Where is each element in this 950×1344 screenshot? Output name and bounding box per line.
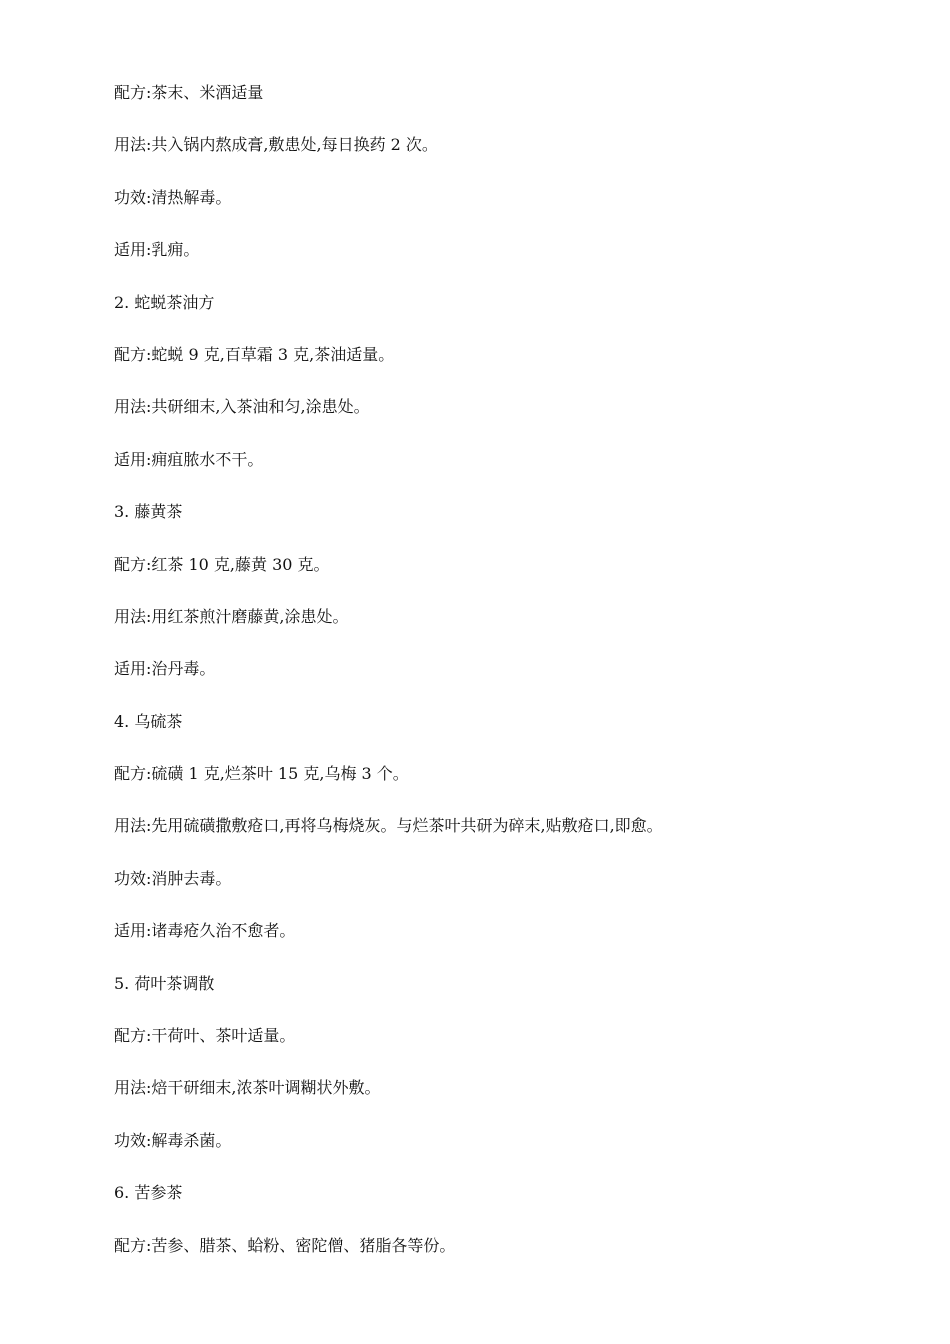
recipe-2-indication: 适用:痈疽脓水不干。 (114, 449, 264, 469)
recipe-5-formula: 配方:干荷叶、茶叶适量。 (114, 1026, 296, 1046)
recipe-2-title: 2. 蛇蜕茶油方 (114, 292, 215, 312)
recipe-1-formula: 配方:茶末、米酒适量 (114, 83, 264, 102)
recipe-5-title: 5. 荷叶茶调散 (114, 973, 215, 993)
recipe-1-effect: 功效:清热解毒。 (114, 187, 232, 207)
recipe-4-title: 4. 乌硫茶 (114, 711, 183, 731)
recipe-4-indication: 适用:诸毒疮久治不愈者。 (114, 921, 296, 941)
recipe-3-formula: 配方:红茶 10 克,藤黄 30 克。 (114, 554, 330, 574)
recipe-2-formula: 配方:蛇蜕 9 克,百草霜 3 克,茶油适量。 (114, 344, 395, 364)
recipe-1-indication: 适用:乳痈。 (114, 240, 200, 260)
document-body (114, 80, 854, 1285)
recipe-4-formula: 配方:硫磺 1 克,烂茶叶 15 克,乌梅 3 个。 (114, 764, 409, 784)
recipe-1-usage: 用法:共入锅内熬成膏,敷患处,每日换药 2 次。 (114, 135, 438, 155)
recipe-6-title: 6. 苦参茶 (114, 1183, 183, 1203)
recipe-3-title: 3. 藤黄茶 (114, 502, 183, 522)
recipe-2-usage: 用法:共研细末,入茶油和匀,涂患处。 (114, 397, 370, 417)
recipe-4-usage: 用法:先用硫磺撒敷疮口,再将乌梅烧灰。与烂茶叶共研为碎末,贴敷疮口,即愈。 (114, 816, 663, 836)
recipe-4-effect: 功效:消肿去毒。 (114, 868, 232, 888)
recipe-5-usage: 用法:焙干研细末,浓茶叶调糊状外敷。 (114, 1078, 381, 1098)
recipe-3-usage: 用法:用红茶煎汁磨藤黄,涂患处。 (114, 606, 349, 626)
recipe-5-effect: 功效:解毒杀菌。 (114, 1130, 232, 1150)
recipe-3-indication: 适用:治丹毒。 (114, 659, 216, 679)
recipe-6-formula: 配方:苦参、腊茶、蛤粉、密陀僧、猪脂各等份。 (114, 1235, 456, 1255)
